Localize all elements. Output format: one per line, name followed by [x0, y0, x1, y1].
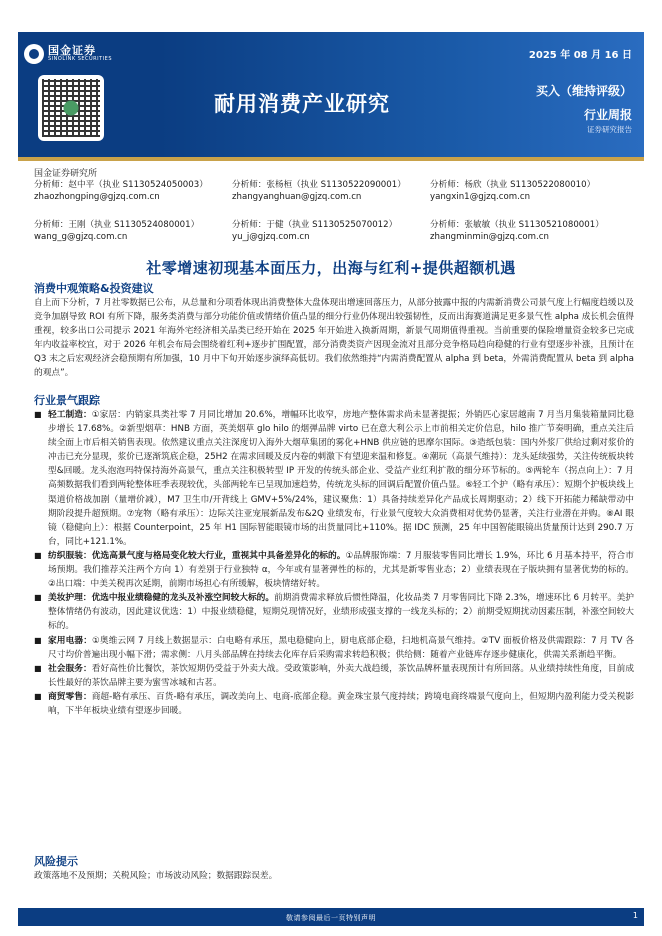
footer-disclaimer: 敬请参阅最后一页特别声明 [286, 914, 376, 922]
bullet-icon: ■ [34, 691, 42, 701]
item-lead: 家用电器： [48, 635, 93, 646]
company-logo [24, 44, 112, 64]
list-item [34, 690, 634, 718]
bullet-icon: ■ [34, 635, 42, 645]
logo-en-text: SINOLINK SECURITIES [48, 56, 112, 63]
analyst-email[interactable]: zhaozhongping@gjzq.com.cn [34, 192, 160, 203]
report-type: 行业周报 [583, 108, 632, 122]
analyst-name: 分析师：于健（执业 S1130525070012） [232, 220, 398, 230]
item-text: ①奥维云网 7 月线上数据显示：白电略有承压，黑电稳健向上，厨电底部企稳，扫地机高景气维持。②TV 面板价格及供需跟踪：7 月 TV 各尺寸均价普遍出现小幅下滑；需求侧：八月头部品牌在持续去化库存后采购需求转趋积极；供给侧：随着产业链库存逐步健康化，供需关系渐趋平衡。 [48, 635, 635, 660]
analyst-name: 分析师：赵中平（执业 S1130524050003） [34, 180, 208, 190]
analyst-item [430, 179, 595, 204]
logo-mark-icon [24, 44, 44, 64]
logo-cn-text: 国金证券 [48, 44, 96, 58]
item-lead: 商贸零售： [48, 691, 92, 702]
analyst-item [34, 219, 199, 244]
item-text: 前期消费需求释放后惯性降温，化妆品类 7 月零售同比下降 2.3%，增速环比 6 月转平。美护整体情绪仍有波动，因此建议优选：1）中报业绩稳健，短期兑现情况好，业绩形成强支撑的一线龙头标的；2）前期受短期扰动因素压制，补涨空间较大标的。 [48, 593, 634, 632]
item-lead: 美妆护理：优选中报业绩稳健的龙头及补涨空间较大标的。 [48, 593, 275, 604]
list-item [34, 662, 634, 690]
qr-code-icon [42, 79, 100, 137]
analyst-name: 分析师：张杨桓（执业 S1130522090001） [232, 180, 406, 190]
analyst-email[interactable]: yu_j@gjzq.com.cn [232, 232, 310, 243]
list-item [34, 634, 634, 662]
bullet-icon: ■ [34, 410, 42, 419]
report-class: 证券研究报告 [587, 125, 632, 134]
page-number: 1 [632, 911, 638, 920]
risk-paragraph: 政策落地不及预期；关税风险；市场波动风险；数据跟踪误差。 [34, 871, 278, 881]
bullet-icon: ■ [34, 593, 42, 603]
section-title-risk: 风险提示 [34, 855, 78, 868]
section-title-tracking: 行业景气跟踪 [34, 394, 100, 407]
industry-tracking-list [34, 408, 634, 718]
analyst-email[interactable]: zhangminmin@gjzq.com.cn [430, 232, 549, 243]
analyst-name: 分析师：杨欣（执业 S1130522080010） [430, 180, 596, 190]
item-text: 商超-略有承压、百货-略有承压，调改美向上、电商-底部企稳。黄金珠宝景气度持续；跨境电商终端景气度向上，但短期内盈利能力受关税影响，下半年板块业绩有望逐步回暖。 [48, 691, 635, 716]
report-date: 2025 年 08 月 16 日 [528, 50, 632, 61]
analyst-email[interactable]: yangxin1@gjzq.com.cn [430, 192, 531, 203]
item-text: ①品牌服饰端：7 月服装零售同比增长 1.9%，环比 6 月基本持平，符合市场预期。我们推荐关注两个方向 1）有差别于行业独特 α，今年或有显著弹性的标的，尤其是新零售业态；2）业绩表现在子版块拥有显著优势的标的。②出口端：中美关税再次延期，前期市场担心有所缓解，板块情绪好转。 [48, 550, 634, 590]
analyst-item [232, 219, 397, 244]
report-headline: 社零增速初现基本面压力，出海与红利+提供超额机遇 [146, 259, 516, 277]
analyst-item [232, 179, 406, 204]
item-text: ①家居：内销家具类社零 7 月同比增加 20.6%，增幅环比收窄，房地产整体需求尚未显著提振；外销匹心家居越南 7 月当月集装箱量同比稳步增长 17.68%。②新型烟草：HNB 方面，英美烟草 glo hilo 的烟弹品牌 virto 已在意大利公示上市前相关定价信息，hilo 推广节奏明确，重点关注后续全面上市后相关销售表现。依然建议重点关注深度切入海外大烟草集团的雾化+HNB 供应链的思摩尔国际。③造纸包装：国内外浆厂供给过剩对浆价的冲击已充分显现，浆价已逐渐筑底企稳，25H2 在需求回暖及反内卷的刺激下有望迎来温和修复。④潮玩（高景气维持）：龙头延续强势，关注传统板块转型&回暖。龙头泡泡玛特保持海外高景气，重点关注积极转型 IP 开发的传统头部企业、受益产业红利扩散的细分环节标的。⑤两轮车（拐点向上）：7 月高频数据我们看到两轮整体旺季表现较优，头部两轮车已呈现加速趋势，传统龙头标的回调后配置价值凸显。⑥轻工个护（略有承压）：短期个护板块线上渠道价格战加剧（量增价减），M7 卫生巾/开背线上 GMV+5%/24%，建议聚焦：1）具备持续差异化产品成长周期驱动；2）线下开拓能力稀缺带动中期阶段提升超预期。⑦宠物（略有承压）：边际关注亚宠展新品发布&2Q 业绩发布，行业景气度较大众消费相对优势仍显著，关注行业潜在并购。⑧AI 眼镜（稳健向上）：根据 Counterpoint，25 年 H1 国际智能眼镜市场的出货量同比+110%。据 IDC 预测，25 年中国智能眼镜出货量预计达到 290.7 万台，同比+121.1%。 [48, 410, 635, 547]
analyst-email[interactable]: wang_g@gjzq.com.cn [34, 232, 128, 243]
list-item [34, 549, 634, 591]
item-lead: 纺织服装：优选高景气度与格局变化较大行业，重视其中具备差异化的标的。 [48, 550, 346, 561]
analyst-item [34, 179, 208, 204]
qr-code [38, 75, 104, 141]
header-accent-stripe [18, 157, 644, 161]
item-lead: 轻工制造： [48, 410, 92, 420]
item-text: 看好高性价比餐饮，茶饮短期仍受益于外卖大战。受政策影响，外卖大战趋缓，茶饮品牌杯量表现预计有所回落。从业绩持续性角度，目前成长性最好的茶饮品牌主要为蜜雪冰城和古茗。 [48, 663, 635, 688]
bullet-icon: ■ [34, 663, 42, 673]
institute-name: 国金证券研究所 [34, 169, 98, 179]
rating-label: 买入（维持评级） [535, 84, 632, 98]
analyst-name: 分析师：张敏敏（执业 S1130521080001） [430, 220, 604, 230]
report-title: 耐用消费产业研究 [214, 92, 390, 116]
strategy-paragraph: 自上而下分析，7 月社零数据已公布，从总量和分项看体现出消费整体大盘体现出增速回落压力，从部分披露中报的内需新消费公司景气度上行幅度趋缓以及竞争加剧导致 ROI 有所下降，服务类消费与部分功能价值或情绪价值凸显的细分行业仍体现出较强韧性，反而出海赛道满足更多景气性 alpha 成长机会值得重视，较多出口公司提示 2021 年海外宅经济相关品类已经开始在 2025 年开始进入换新周期，新景气周期值得重视。当前重要的保险增量资金较多已完成年内收益率校宜，对于 2026 年机会布局会围绕着红利+逐步扩围配置，部分消费类资产因现金流对且部分竞争格局趋向稳健的行业有望逐步补涨，且预计在 Q3 末之后宏观经济会稳预期有所加强，10 月中下旬开始逐步演绎高低切。我们依然维持“内需消费配置从 alpha 到 beta，外需消费配置从 beta 到 alpha 的观点”。 [34, 298, 634, 379]
analyst-item [430, 219, 604, 244]
list-item [34, 591, 634, 633]
section-title-strategy: 消费中观策略&投资建议 [34, 282, 154, 295]
analyst-name: 分析师：王刚（执业 S1130524080001） [34, 220, 200, 230]
list-item [34, 408, 634, 549]
report-header [0, 0, 662, 165]
bullet-icon: ■ [34, 550, 42, 560]
analyst-email[interactable]: zhangyanghuan@gjzq.com.cn [232, 192, 362, 203]
item-lead: 社会服务： [48, 663, 92, 674]
